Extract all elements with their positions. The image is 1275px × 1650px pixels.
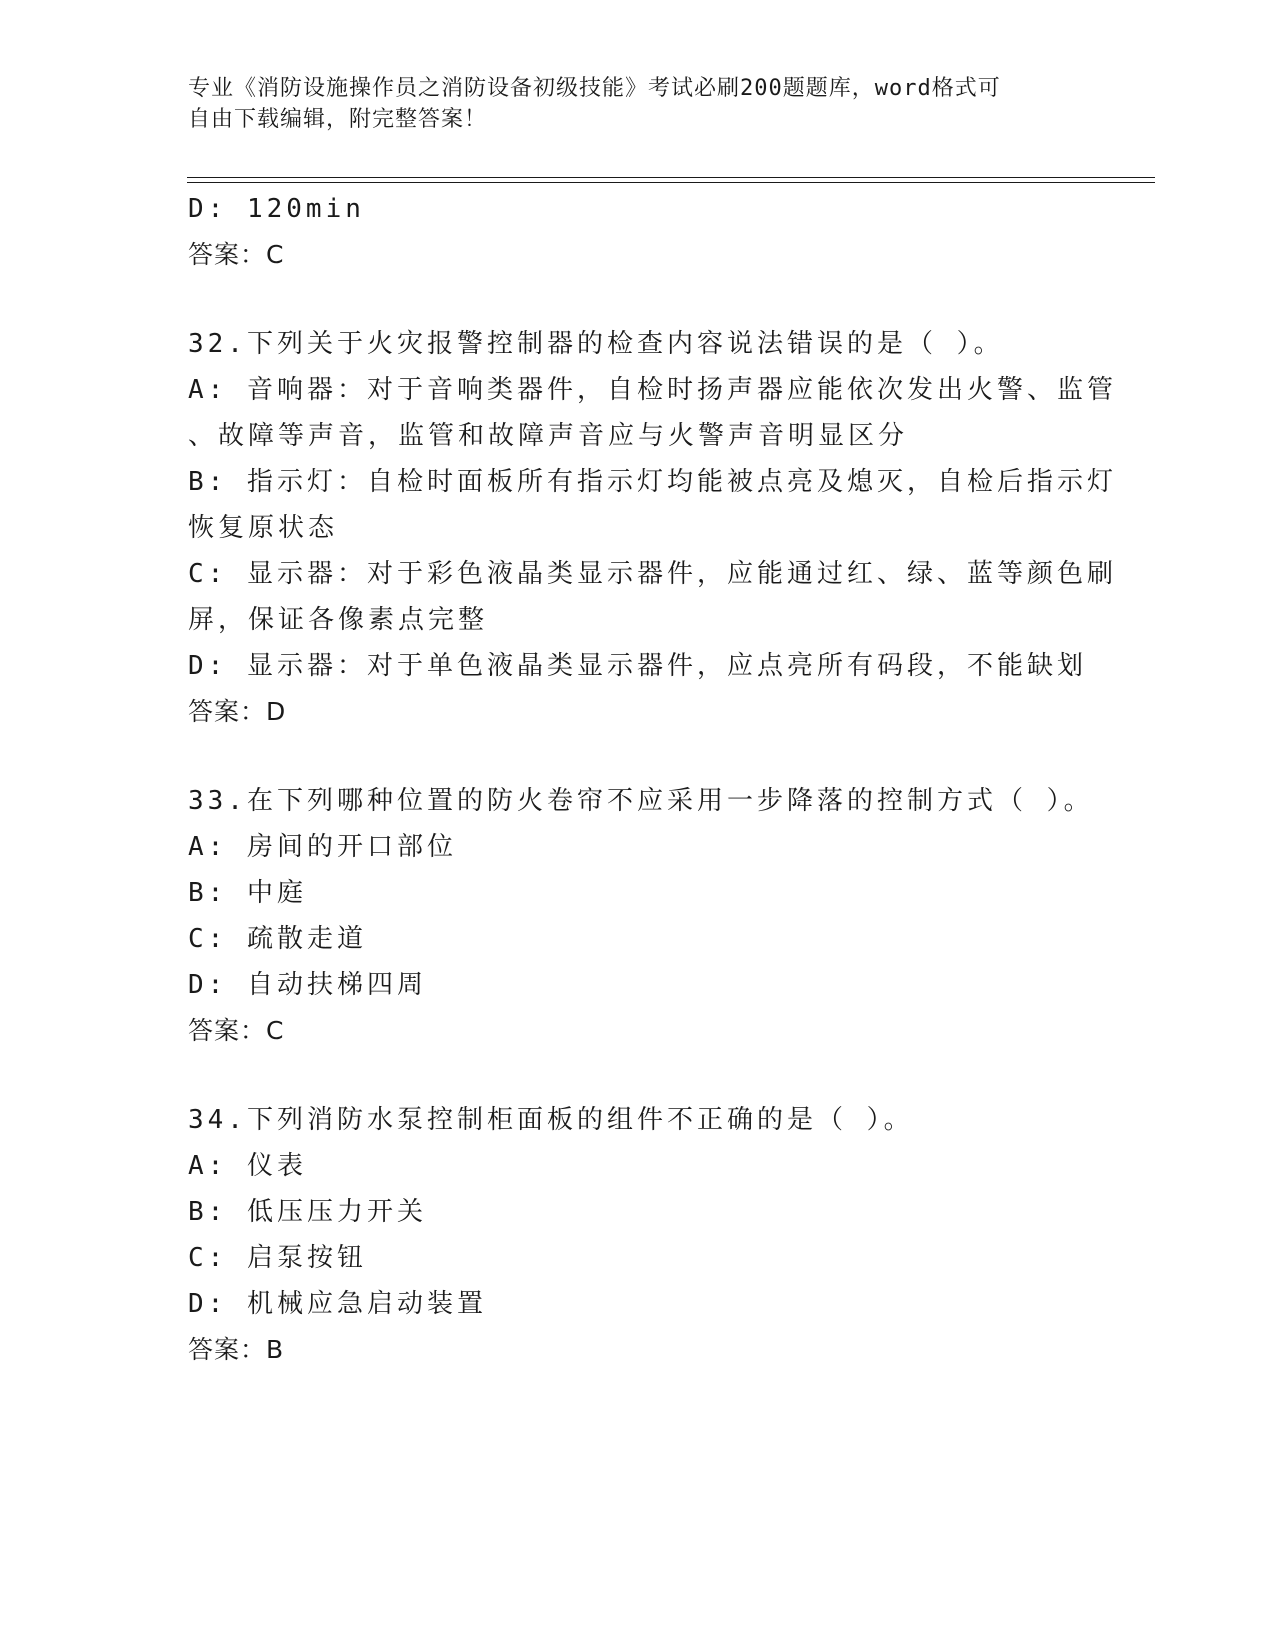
question-text: 32.下列关于火灾报警控制器的检查内容说法错误的是（ ）。 <box>188 329 1004 359</box>
answer: 答案：B <box>188 1335 285 1364</box>
option-c: C: 疏散走道 <box>188 924 367 954</box>
question-31-tail <box>188 186 1088 278</box>
option-b: B: 低压压力开关 <box>188 1197 427 1227</box>
option-c: C: 显示器：对于彩色液晶类显示器件，应能通过红、绿、蓝等颜色刷 <box>188 559 1117 589</box>
option-a-continued: 、故障等声音，监管和故障声音应与火警声音明显区分 <box>188 421 909 451</box>
option-d: D: 显示器：对于单色液晶类显示器件，应点亮所有码段，不能缺划 <box>188 651 1087 681</box>
question-text: 34.下列消防水泵控制柜面板的组件不正确的是（ ）。 <box>188 1105 914 1135</box>
option-a: A: 仪表 <box>188 1151 307 1181</box>
option-c-continued: 屏，保证各像素点完整 <box>188 605 489 635</box>
question-32 <box>188 321 1117 735</box>
option-b-continued: 恢复原状态 <box>188 513 339 543</box>
document-header <box>188 73 1068 135</box>
answer: 答案：D <box>188 697 287 726</box>
option-a: A: 房间的开口部位 <box>188 832 457 862</box>
option-d: D: 120min <box>188 194 365 224</box>
question-34 <box>188 1097 1088 1373</box>
document-body <box>188 186 1117 1373</box>
question-text: 33.在下列哪种位置的防火卷帘不应采用一步降落的控制方式（ ）。 <box>188 786 1094 816</box>
answer: 答案：C <box>188 1016 285 1045</box>
header-line-2: 自由下载编辑，附完整答案！ <box>188 107 488 132</box>
header-divider-bottom <box>187 182 1155 183</box>
answer: 答案：C <box>188 240 285 269</box>
option-d: D: 自动扶梯四周 <box>188 970 427 1000</box>
header-line-1: 专业《消防设施操作员之消防设备初级技能》考试必刷200题题库，word格式可 <box>188 76 1001 101</box>
option-b: B: 中庭 <box>188 878 307 908</box>
option-a: A: 音响器：对于音响类器件，自检时扬声器应能依次发出火警、监管 <box>188 375 1117 405</box>
header-divider-top <box>187 177 1155 178</box>
option-d: D: 机械应急启动装置 <box>188 1289 487 1319</box>
question-33 <box>188 778 1094 1054</box>
option-b: B: 指示灯：自检时面板所有指示灯均能被点亮及熄灭，自检后指示灯 <box>188 467 1117 497</box>
option-c: C: 启泵按钮 <box>188 1243 367 1273</box>
